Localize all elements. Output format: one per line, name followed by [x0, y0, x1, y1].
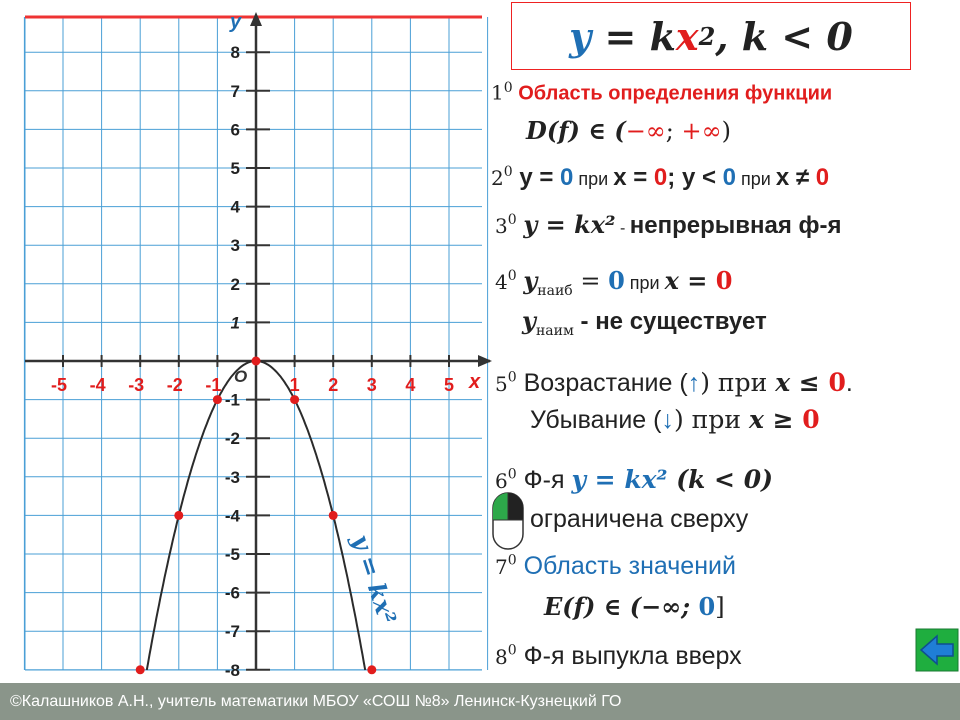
y-tick-label: 5: [230, 159, 240, 178]
curve-point: [367, 665, 376, 674]
property-4-max: $4^0$ $y_{наиб} = 0$ при x = 0: [495, 266, 733, 299]
y-tick-label: 4: [230, 197, 240, 217]
x-tick-label: -3: [128, 375, 145, 395]
y-tick-label: -7: [224, 622, 240, 642]
parabola-graph: [0, 0, 500, 683]
title-zero: 0: [826, 13, 853, 59]
title-y: y: [569, 13, 592, 59]
x-tick-label: -2: [166, 375, 183, 395]
arrow-up-icon: ↑: [687, 369, 701, 397]
y-tick-label: -1: [224, 390, 240, 410]
title-lt: <: [768, 13, 827, 59]
x-tick-label: -5: [50, 375, 68, 395]
y-axis-label: y: [230, 11, 242, 33]
property-8: $8^0$ Ф-я выпукла вверх: [495, 642, 742, 670]
function-title: [511, 2, 911, 70]
curve-point: [252, 357, 261, 366]
title-k: k: [649, 13, 676, 59]
arrow-down-icon: ↓: [661, 406, 674, 434]
y-tick-label: 1: [230, 313, 240, 333]
y-tick-label: 7: [230, 81, 240, 101]
x-tick-label: -4: [89, 375, 106, 395]
property-1: $1^0$ Область определения функции: [491, 80, 833, 105]
x-tick-label: 4: [405, 375, 416, 395]
y-tick-label: -6: [224, 583, 240, 603]
curve-label: y = kx²: [346, 530, 403, 628]
footer: ©Калашников А.Н., учитель математики МБОУ «СОШ №8» Ленинск-Кузнецкий ГО: [0, 683, 960, 720]
curve-point: [174, 511, 183, 520]
y-tick-label: 8: [230, 43, 240, 63]
axes: [25, 12, 492, 670]
curve-point: [290, 395, 299, 404]
title-x: x: [675, 13, 699, 59]
y-tick-label: -2: [224, 429, 240, 449]
property-6-text: ограничена сверху: [530, 505, 749, 533]
x-tick-label: 1: [289, 375, 300, 395]
property-3: $3^0$ y = kx² - непрерывная ф-я: [495, 210, 842, 239]
y-tick-label: -8: [224, 660, 240, 680]
curve-point: [213, 395, 222, 404]
x-tick-label: 3: [366, 375, 377, 395]
property-1-math: D(f) ∈ (−∞; +∞): [526, 116, 731, 145]
property-7-math: E(f) ∈ (−∞; 0]: [544, 592, 725, 621]
title-eq: =: [591, 13, 650, 59]
title-pow: 2: [698, 21, 716, 51]
title-comma: ,: [715, 13, 742, 59]
x-tick-label: 2: [328, 375, 339, 395]
x-tick-label: -1: [205, 375, 222, 395]
property-5-increase: $5^0$ Возрастание (↑) при x ≤ 0.: [495, 368, 853, 397]
y-tick-label: 3: [230, 236, 240, 256]
half-filled-toggle-icon: [492, 492, 524, 552]
property-5-decrease: Убывание (↓) при x ≥ 0: [530, 405, 820, 434]
property-4-min: $y_{наим}$ - не существует: [522, 306, 767, 339]
x-axis-label: x: [469, 371, 481, 393]
y-tick-label: 2: [230, 274, 240, 294]
property-6: $6^0$ Ф-я y = kx² (k < 0): [495, 465, 773, 494]
curve-point: [329, 511, 338, 520]
x-tick-label: 5: [443, 375, 455, 395]
property-7: $7^0$ Область значений: [495, 552, 736, 580]
property-2: $2^0$ y = 0 при x = 0; y < 0 при x ≠ 0: [491, 164, 830, 191]
y-tick-label: -3: [224, 467, 240, 487]
y-tick-label: -5: [224, 545, 240, 564]
y-tick-label: 6: [230, 120, 240, 140]
origin-label: O: [234, 367, 248, 386]
back-arrow-icon[interactable]: [915, 628, 959, 672]
x-axis-arrow: [478, 355, 492, 367]
y-tick-label: -4: [224, 506, 240, 526]
title-k2: k: [741, 13, 769, 59]
y-axis-arrow: [250, 12, 262, 26]
domain-heading: Область определения функции: [518, 82, 833, 105]
curve-point: [136, 665, 145, 674]
